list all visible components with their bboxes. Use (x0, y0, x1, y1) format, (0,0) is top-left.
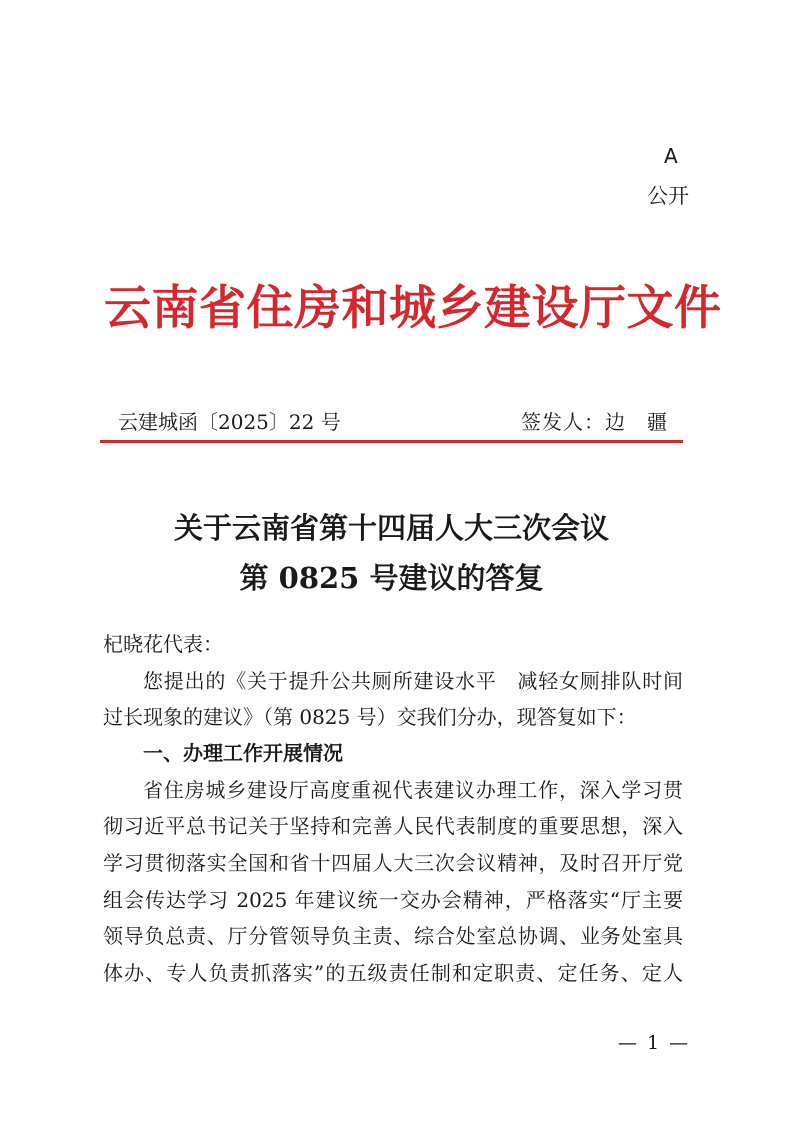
red-divider-line (100, 440, 683, 443)
document-title-line-1: 关于云南省第十四届人大三次会议 (173, 511, 609, 545)
paragraph-line: 学习贯彻落实全国和省十四届人大三次会议精神，及时召开厅党 (103, 851, 683, 875)
document-title-line-2: 第 0825 号建议的答复 (239, 561, 544, 595)
section-heading: 一、办理工作开展情况 (143, 741, 343, 765)
paragraph-line: 组会传达学习 2025 年建议统一交办会精神，严格落实“厅主要 (103, 888, 683, 912)
classification-level: A (664, 144, 678, 168)
document-number: 云建城函〔2025〕22 号 (118, 410, 341, 434)
issuing-organization-header: 云南省住房和城乡建设厅文件 (104, 281, 722, 336)
disclosure-label: 公开 (647, 184, 689, 208)
signer: 签发人：边 疆 (521, 410, 668, 434)
paragraph-line: 过长现象的建议》（第 0825 号）交我们分办，现答复如下： (103, 705, 637, 729)
page-number: — 1 — (618, 1032, 691, 1054)
paragraph-line: 彻习近平总书记关于坚持和完善人民代表制度的重要思想，深入 (103, 814, 683, 838)
paragraph-line: 省住房城乡建设厅高度重视代表建议办理工作，深入学习贯 (143, 778, 683, 802)
paragraph-line: 领导负总责、厅分管领导负主责、综合处室总协调、业务处室具 (103, 924, 683, 948)
paragraph-line: 您提出的《关于提升公共厕所建设水平 减轻女厕排队时间 (143, 669, 683, 693)
salutation: 杞晓花代表： (103, 632, 223, 656)
paragraph-line: 体办、专人负责抓落实”的五级责任制和定职责、定任务、定人 (103, 961, 683, 985)
